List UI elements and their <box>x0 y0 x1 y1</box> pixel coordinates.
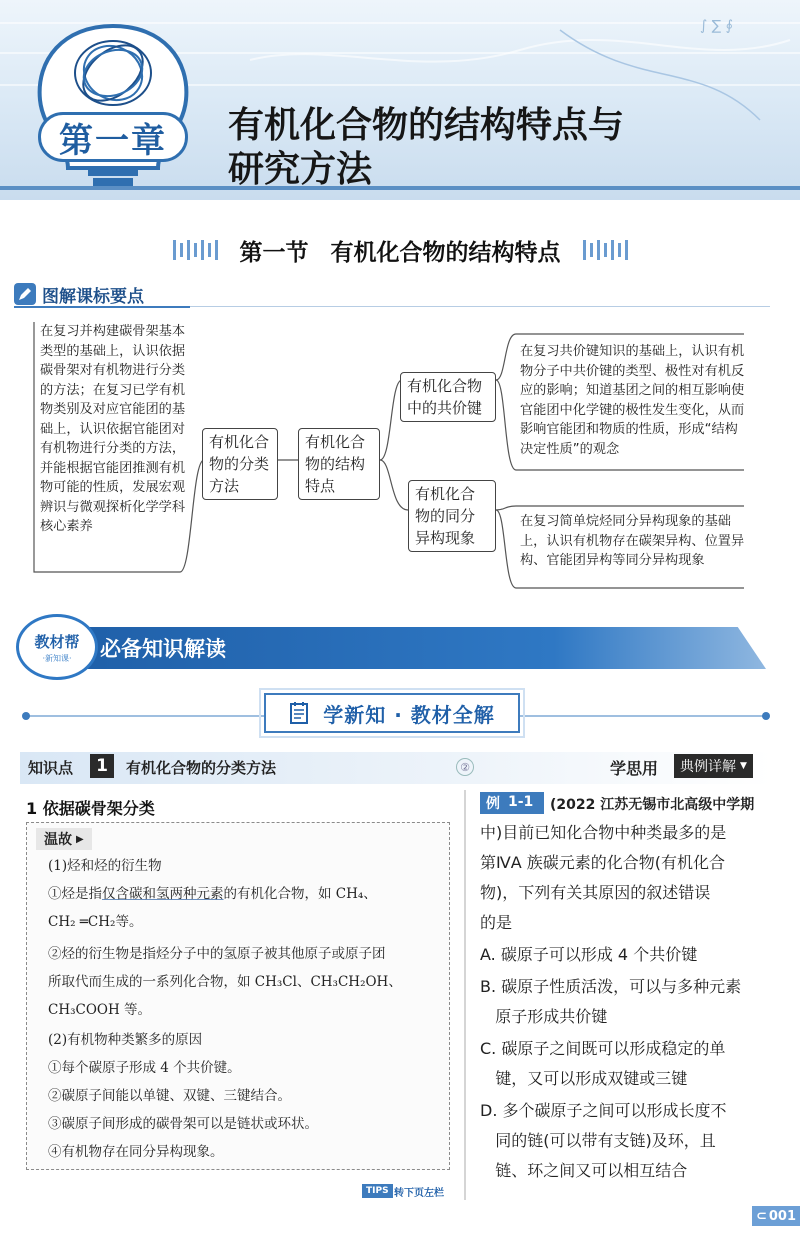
notepad-icon <box>289 701 311 725</box>
review-p2-item: ③碳原子间形成的碳骨架可以是链状或环状。 <box>48 1116 318 1132</box>
option-d-cont: 同的链(可以带有支链)及环，且 <box>480 1131 716 1150</box>
band-title: 必备知识解读 <box>100 637 226 661</box>
review-p1-a-line2: CH₂ ═CH₂等。 <box>48 914 143 930</box>
triangle-down-icon: ▼ <box>740 761 747 771</box>
example-detail-tag-text: 典例详解 <box>680 759 736 775</box>
page-number-text: 001 <box>768 1208 797 1224</box>
review-tag-text: 温故 <box>44 832 72 848</box>
tips-text: 转下页左栏 <box>394 1188 444 1199</box>
review-p1-title: (1)烃和烃的衍生物 <box>48 858 162 874</box>
review-p1-a-tail: 的有机化合物，如 CH₄、 <box>223 886 377 902</box>
section-number: 第一节 <box>239 239 309 266</box>
learn-new-banner <box>264 693 520 733</box>
standards-label-text: 图解课标要点 <box>42 286 144 307</box>
option-b-cont: 原子形成共价键 <box>480 1007 608 1026</box>
standards-right-text-isomer: 在复习简单烷烃同分异构现象的基础上，认识有机物存在碳架异构、位置异构、官能团异构等同分异构现象 <box>520 514 745 568</box>
tips-tag: TIPS <box>362 1184 393 1198</box>
option-c: C. 碳原子之间既可以形成稳定的单 <box>480 1039 726 1058</box>
review-p1-a-lead: ①烃是指 <box>48 886 102 902</box>
example-tag-text: 例 <box>486 796 500 812</box>
option-b: B. 碳原子性质活泼，可以与多种元素 <box>480 977 742 996</box>
knowledge-point-label: 知识点 <box>28 759 74 777</box>
subsection-heading: 1 依据碳骨架分类 <box>26 799 155 818</box>
jcb-badge-main: 教材帮 <box>34 632 80 651</box>
mindmap-box-center: 有机化合物的结构特点 <box>298 428 380 500</box>
knowledge-point-mark: ② <box>456 758 474 776</box>
knowledge-point-title: 有机化合物的分类方法 <box>126 759 277 777</box>
chapter-title <box>228 104 748 192</box>
review-p1-a-underline: 仅含碳和氢两种元素 <box>102 886 224 902</box>
example-source: (2022 江苏无锡市北高级中学期 <box>550 797 755 813</box>
standards-left-text: 在复习并构建碳骨架基本类型的基础上，认识依据碳骨架对有机物进行分类的方法；在复习已学有机物类别及对应官能团的基础上，认识依据官能团对有机物进行分类的方法，并能根据官能团推测有机物可能的性质，发展宏观辨识与微观探析化学学科核心素养 <box>40 324 186 534</box>
review-tag <box>36 828 92 850</box>
review-p1-b-line: ②烃的衍生物是指烃分子中的氢原子被其他原子或原子团 <box>48 946 386 962</box>
standards-divider <box>190 306 770 307</box>
page-number <box>752 1206 800 1226</box>
section-bars-right-icon <box>583 240 628 260</box>
example-stem-line: 物)，下列有关其原因的叙述错误 <box>480 883 711 902</box>
mindmap-box-covalent: 有机化合物中的共价键 <box>400 372 496 422</box>
section-title <box>240 234 561 267</box>
knowledge-point-number: 1 <box>90 754 114 778</box>
lightbulb-icon <box>28 18 198 193</box>
option-d: D. 多个碳原子之间可以形成长度不 <box>480 1101 727 1120</box>
standards-label <box>14 282 190 308</box>
plug-icon: ⊂ <box>755 1208 767 1224</box>
review-p1-a <box>48 884 377 904</box>
chapter-badge: 第一章 <box>38 112 188 162</box>
triangle-right-icon: ▶ <box>76 833 84 845</box>
review-p2-item: ②碳原子间能以单键、双键、三键结合。 <box>48 1088 291 1104</box>
review-p2-title: (2)有机物种类繁多的原因 <box>48 1032 203 1048</box>
mindmap-box-isomer: 有机化合物的同分异构现象 <box>408 480 496 552</box>
chapter-title-line: 研究方法 <box>228 149 373 190</box>
option-c-cont: 键，又可以形成双键或三键 <box>480 1069 688 1088</box>
review-p1-b-line: CH₃COOH 等。 <box>48 1002 152 1018</box>
review-p2-item: ①每个碳原子形成 4 个共价键。 <box>48 1060 241 1076</box>
mindmap-box-classification: 有机化合物的分类方法 <box>202 428 278 500</box>
example-stem-line: 中)目前已知化合物中种类最多的是 <box>480 823 727 842</box>
learn-new-banner-text: 学新知 · 教材全解 <box>323 702 495 727</box>
jcb-badge <box>16 614 98 680</box>
section-heading <box>118 230 682 270</box>
section-bars-left-icon <box>173 240 218 260</box>
example-detail-tag <box>674 754 753 778</box>
example-stem-line: 第ⅣA 族碳元素的化合物(有机化合 <box>480 853 726 872</box>
standards-right-text-covalent: 在复习共价键知识的基础上，认识有机物分子中共价键的类型、极性对有机反应的影响；知道基团之间的相互影响使官能团中化学键的极性发生变化，从而影响官能团和物质的性质，形成“结构决定性质”的观念 <box>520 344 745 457</box>
chapter-title-line: 有机化合物的结构特点与 <box>228 105 625 146</box>
svg-text:∫ ∑ ∮: ∫ ∑ ∮ <box>700 18 733 34</box>
section-name: 有机化合物的结构特点 <box>330 239 561 266</box>
banner-dot-icon <box>762 712 770 720</box>
review-p1-b-line: 所取代而生成的一系列化合物，如 CH₃Cl、CH₃CH₂OH、 <box>48 974 402 990</box>
example-stem-line: 的是 <box>480 913 513 932</box>
jcb-badge-sub: ·新知课· <box>42 653 72 663</box>
example-number: 1-1 <box>508 794 534 810</box>
option-a: A. 碳原子可以形成 4 个共价键 <box>480 945 698 964</box>
option-d-cont: 链、环之间又可以相互结合 <box>480 1161 688 1180</box>
review-p2-item: ④有机物存在同分异构现象。 <box>48 1144 224 1160</box>
pencil-icon <box>14 283 36 305</box>
banner-dot-icon <box>22 712 30 720</box>
study-use-label: 学思用 <box>610 759 659 778</box>
